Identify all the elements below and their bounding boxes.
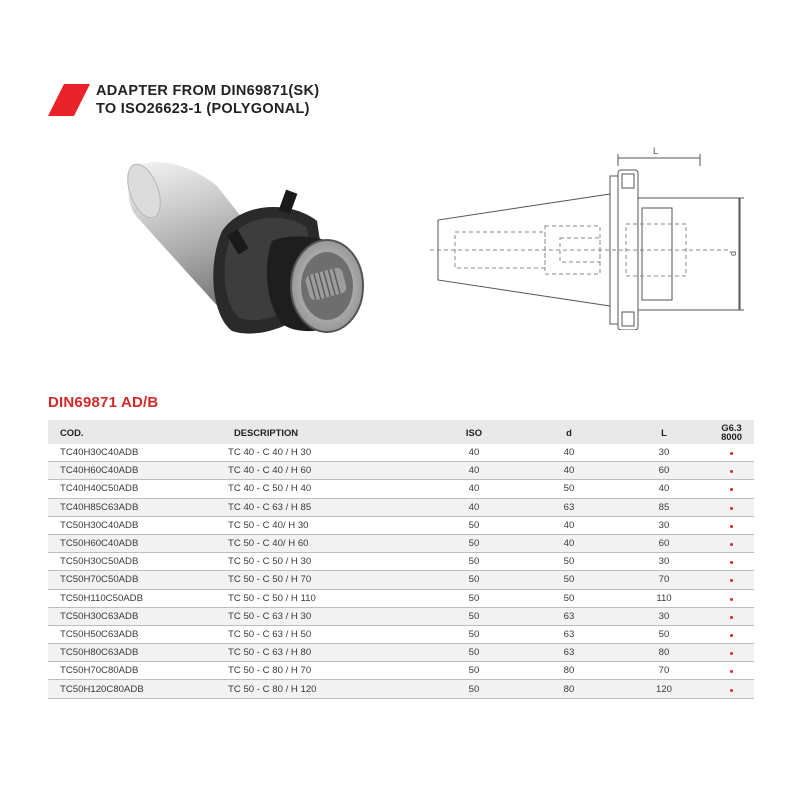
cell-description: TC 50 - C 40/ H 60 — [228, 534, 429, 552]
header-description: DESCRIPTION — [228, 420, 429, 444]
cell-cod: TC50H70C50ADB — [48, 571, 228, 589]
cell-cod: TC50H50C63ADB — [48, 625, 228, 643]
availability-dot-icon — [730, 634, 733, 637]
availability-dot-icon — [730, 579, 733, 582]
header-cod: COD. — [48, 420, 228, 444]
brand-slash-icon — [48, 84, 90, 116]
cell-g63 — [709, 534, 754, 552]
cell-iso: 50 — [429, 625, 519, 643]
title-line-1: ADAPTER FROM DIN69871(SK) — [96, 83, 320, 99]
cell-d: 40 — [519, 462, 619, 480]
cell-g63 — [709, 680, 754, 698]
cell-cod: TC50H120C80ADB — [48, 680, 228, 698]
cell-description: TC 40 - C 50 / H 40 — [228, 480, 429, 498]
table-row — [48, 662, 754, 680]
table-row — [48, 607, 754, 625]
table-row — [48, 644, 754, 662]
table-row — [48, 680, 754, 698]
cell-l: 30 — [619, 553, 709, 571]
header-g63-line1: G6.3 — [721, 422, 742, 433]
header-g63 — [709, 420, 754, 444]
availability-dot-icon — [730, 670, 733, 673]
availability-dot-icon — [730, 652, 733, 655]
header-d: d — [519, 420, 619, 444]
cell-g63 — [709, 516, 754, 534]
cell-d: 40 — [519, 444, 619, 462]
cell-cod: TC50H80C63ADB — [48, 644, 228, 662]
table-row — [48, 444, 754, 462]
cell-g63 — [709, 462, 754, 480]
table-row — [48, 625, 754, 643]
cell-cod: TC40H40C50ADB — [48, 480, 228, 498]
cell-description: TC 50 - C 63 / H 30 — [228, 607, 429, 625]
availability-dot-icon — [730, 561, 733, 564]
cell-l: 30 — [619, 516, 709, 534]
cell-description: TC 50 - C 40/ H 30 — [228, 516, 429, 534]
table-header-row — [48, 420, 754, 444]
cell-description: TC 50 - C 80 / H 70 — [228, 662, 429, 680]
cell-d: 63 — [519, 644, 619, 662]
cell-l: 60 — [619, 534, 709, 552]
cell-g63 — [709, 444, 754, 462]
cell-d: 80 — [519, 680, 619, 698]
cell-iso: 50 — [429, 662, 519, 680]
cell-l: 30 — [619, 444, 709, 462]
cell-iso: 50 — [429, 644, 519, 662]
product-photo — [122, 146, 372, 346]
cell-cod: TC50H30C40ADB — [48, 516, 228, 534]
cell-cod: TC50H30C50ADB — [48, 553, 228, 571]
cell-d: 63 — [519, 498, 619, 516]
cell-description: TC 50 - C 80 / H 120 — [228, 680, 429, 698]
cell-g63 — [709, 553, 754, 571]
cell-iso: 50 — [429, 607, 519, 625]
page-title — [96, 82, 516, 118]
cell-g63 — [709, 498, 754, 516]
availability-dot-icon — [730, 470, 733, 473]
table-row — [48, 553, 754, 571]
availability-dot-icon — [730, 452, 733, 455]
cell-l: 110 — [619, 589, 709, 607]
dimension-d-label: d — [728, 250, 738, 256]
cell-iso: 40 — [429, 480, 519, 498]
cell-description: TC 50 - C 63 / H 80 — [228, 644, 429, 662]
cell-iso: 40 — [429, 444, 519, 462]
cell-g63 — [709, 644, 754, 662]
cell-iso: 40 — [429, 498, 519, 516]
technical-drawing — [430, 140, 750, 330]
cell-d: 50 — [519, 571, 619, 589]
cell-description: TC 50 - C 50 / H 70 — [228, 571, 429, 589]
cell-d: 40 — [519, 516, 619, 534]
cell-iso: 40 — [429, 462, 519, 480]
table-row — [48, 462, 754, 480]
cell-d: 63 — [519, 625, 619, 643]
cell-cod: TC40H85C63ADB — [48, 498, 228, 516]
table-row — [48, 516, 754, 534]
cell-l: 70 — [619, 662, 709, 680]
cell-description: TC 50 - C 50 / H 110 — [228, 589, 429, 607]
cell-d: 63 — [519, 607, 619, 625]
cell-d: 50 — [519, 589, 619, 607]
cell-l: 85 — [619, 498, 709, 516]
dimension-L-label: L — [653, 146, 659, 156]
cell-l: 40 — [619, 480, 709, 498]
cell-iso: 50 — [429, 534, 519, 552]
table-row — [48, 534, 754, 552]
cell-d: 50 — [519, 553, 619, 571]
cell-d: 80 — [519, 662, 619, 680]
cell-cod: TC50H70C80ADB — [48, 662, 228, 680]
cell-g63 — [709, 589, 754, 607]
availability-dot-icon — [730, 543, 733, 546]
header-iso: ISO — [429, 420, 519, 444]
cell-g63 — [709, 571, 754, 589]
header-g63-line2: 8000 — [721, 431, 742, 442]
cell-iso: 50 — [429, 516, 519, 534]
cell-d: 50 — [519, 480, 619, 498]
header-l: L — [619, 420, 709, 444]
cell-description: TC 40 - C 40 / H 60 — [228, 462, 429, 480]
cell-cod: TC50H30C63ADB — [48, 607, 228, 625]
cell-l: 70 — [619, 571, 709, 589]
section-title: DIN69871 AD/B — [48, 394, 159, 411]
cell-d: 40 — [519, 534, 619, 552]
cell-description: TC 50 - C 50 / H 30 — [228, 553, 429, 571]
cell-l: 60 — [619, 462, 709, 480]
cell-l: 120 — [619, 680, 709, 698]
cell-description: TC 50 - C 63 / H 50 — [228, 625, 429, 643]
availability-dot-icon — [730, 616, 733, 619]
cell-iso: 50 — [429, 553, 519, 571]
cell-l: 50 — [619, 625, 709, 643]
cell-iso: 50 — [429, 680, 519, 698]
cell-cod: TC50H60C40ADB — [48, 534, 228, 552]
cell-cod: TC40H60C40ADB — [48, 462, 228, 480]
table-row — [48, 571, 754, 589]
cell-description: TC 40 - C 63 / H 85 — [228, 498, 429, 516]
cell-cod: TC50H110C50ADB — [48, 589, 228, 607]
cell-cod: TC40H30C40ADB — [48, 444, 228, 462]
cell-l: 30 — [619, 607, 709, 625]
cell-iso: 50 — [429, 571, 519, 589]
spec-table — [48, 420, 754, 699]
availability-dot-icon — [730, 525, 733, 528]
availability-dot-icon — [730, 598, 733, 601]
cell-iso: 50 — [429, 589, 519, 607]
table-row — [48, 480, 754, 498]
table-row — [48, 589, 754, 607]
cell-g63 — [709, 625, 754, 643]
cell-g63 — [709, 607, 754, 625]
availability-dot-icon — [730, 488, 733, 491]
title-line-2: TO ISO26623-1 (POLYGONAL) — [96, 101, 310, 117]
cell-g63 — [709, 662, 754, 680]
cell-description: TC 40 - C 40 / H 30 — [228, 444, 429, 462]
availability-dot-icon — [730, 689, 733, 692]
cell-g63 — [709, 480, 754, 498]
availability-dot-icon — [730, 507, 733, 510]
table-row — [48, 498, 754, 516]
cell-l: 80 — [619, 644, 709, 662]
